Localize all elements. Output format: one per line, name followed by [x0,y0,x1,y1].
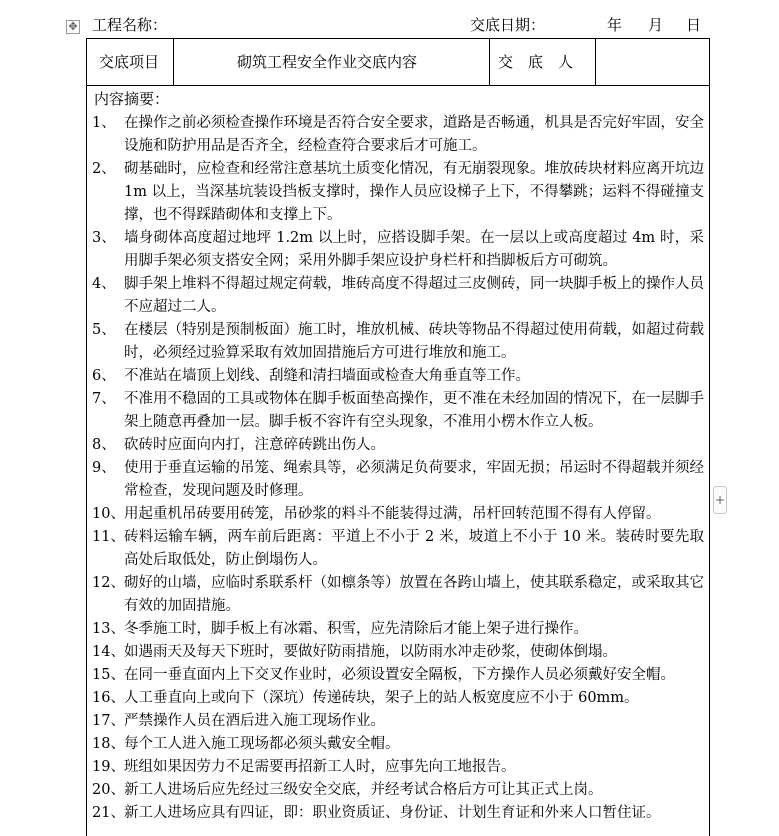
item-number: 7、 [92,391,116,407]
item-text: 新工人进场应具有四证，即：职业资质证、身份证、计划生育证和外来人口暂住证。 [124,805,661,821]
table-move-handle-icon[interactable]: ✥ [66,20,80,34]
item-number: 21、 [92,805,125,821]
item-text: 冬季施工时，脚手板上有冰霜、积雪，应先清除后才能上架子进行操作。 [124,621,588,637]
item-number: 14、 [92,644,125,660]
item-number: 20、 [92,782,125,798]
item-number: 19、 [92,759,125,775]
add-row-plus-icon[interactable]: + [713,486,727,514]
item-text: 每个工人进入施工现场都必须头戴安全帽。 [124,736,400,752]
item-text: 严禁操作人员在酒后进入施工现场作业。 [124,713,385,729]
cell-divider [595,39,596,85]
item-number: 3、 [92,230,116,246]
item-text: 砖料运输车辆，两车前后距离：平道上不小于 2 米，坡道上不小于 10 米。装砖时要先取高处后取低处，防止倒塌伤人。 [124,529,704,568]
item-text: 用起重机吊砖要用砖笼，吊砂浆的料斗不能装得过满，吊杆回转范围不得有人停留。 [124,506,661,522]
project-name-label: 工程名称： [92,16,168,34]
summary-title: 内容摘要： [94,90,170,108]
person-label-cell: 交 底 人 [498,53,574,71]
item-text: 不准站在墙顶上划线、刮缝和清扫墙面或检查大角垂直等工作。 [124,368,530,384]
item-text: 使用于垂直运输的吊笼、绳索具等，必须满足负荷要求，牢固无损；吊运时不得超载并须经常检查，发现问题及时修理。 [124,460,704,499]
item-text: 在操作之前必须检查操作环境是否符合安全要求，道路是否畅通，机具是否完好牢固，安全设施和防护用品是否齐全，经检查符合要求后才可施工。 [124,115,704,154]
item-text: 墙身砌体高度超过地坪 1.2m 以上时，应搭设脚手架。在一层以上或高度超过 4m 时，采用脚手架必须支搭安全网；采用外脚手架应设护身栏杆和挡脚板后方可砌筑。 [124,230,704,269]
item-text: 在同一垂直面内上下交叉作业时，必须设置安全隔板，下方操作人员必须戴好安全帽。 [124,667,675,683]
item-text: 在楼层（特别是预制板面）施工时，堆放机械、砖块等物品不得超过使用荷载，如超过荷载时，必须经过验算采取有效加固措施后方可进行堆放和施工。 [124,322,704,361]
disclosure-table [86,38,710,836]
item-text: 人工垂直向上或向下（深坑）传递砖块，架子上的站人板宽度应不小于 60mm。 [124,690,639,706]
item-text: 不准用不稳固的工具或物体在脚手板面垫高操作，更不准在未经加固的情况下，在一层脚手架上随意再叠加一层。脚手板不容许有空头现象，不准用小楞木作立人板。 [124,391,704,430]
cell-divider [173,39,174,85]
item-text: 新工人进场后应先经过三级安全交底，并经考试合格后方可让其正式上岗。 [124,782,603,798]
item-number: 10、 [92,506,125,522]
cell-divider [489,39,490,85]
item-number: 11、 [92,529,125,545]
item-number: 15、 [92,667,125,683]
item-number: 13、 [92,621,125,637]
table-header-row [87,39,709,86]
item-number: 8、 [92,437,116,453]
item-text: 班组如果因劳力不足需要再招新工人时，应事先向工地报告。 [124,759,516,775]
item-number: 18、 [92,736,125,752]
item-text: 砌基础时，应检查和经常注意基坑土质变化情况，有无崩裂现象。堆放砖块材料应离开坑边 1m 以上，当深基坑装设挡板支撑时，操作人员应设梯子上下，不得攀跳；运料不得碰撞支撑，也不得踩踏砌体和支撑上下。 [124,161,704,223]
item-number: 2、 [92,161,116,177]
item-label-cell: 交底项目 [99,53,160,71]
item-number: 9、 [92,460,116,476]
item-number: 17、 [92,713,125,729]
item-text: 砍砖时应面向内打，注意碎砖跳出伤人。 [124,437,385,453]
date-day: 日 [686,16,702,34]
item-number: 12、 [92,575,125,591]
item-number: 1、 [92,115,116,131]
item-number: 4、 [92,276,116,292]
item-text: 砌好的山墙，应临时系联系杆（如檩条等）放置在各跨山墙上，使其联系稳定，或采取其它有效的加固措施。 [124,575,704,614]
date-label: 交底日期： [470,16,546,34]
date-year: 年 [607,16,623,34]
item-number: 16、 [92,690,125,706]
item-number: 5、 [92,322,116,338]
item-text: 脚手架上堆料不得超过规定荷载，堆砖高度不得超过三皮侧砖，同一块脚手板上的操作人员不应超过二人。 [124,276,704,315]
item-number: 6、 [92,368,116,384]
item-text: 如遇雨天及每天下班时，要做好防雨措施，以防雨水冲走砂浆，使砌体倒塌。 [124,644,617,660]
date-month: 月 [648,16,664,34]
item-value-cell: 砌筑工程安全作业交底内容 [237,53,418,71]
